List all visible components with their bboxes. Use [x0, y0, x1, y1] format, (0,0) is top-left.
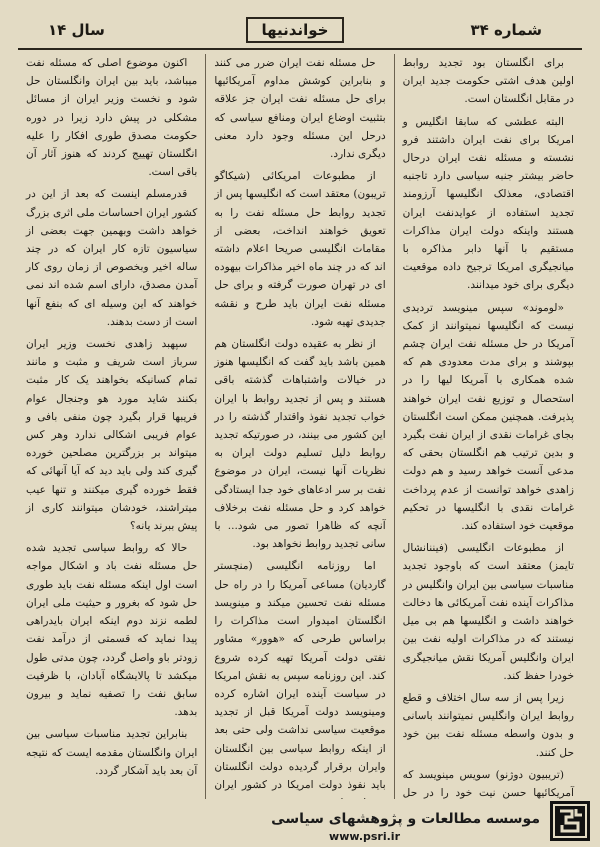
publication-title: خواندنیها: [246, 17, 345, 43]
paragraph: از مطبوعات امریکائی (شیکاگو تریبون) معتقد است که انگلیسها پس از تجدید روابط حل مسئله نفت را به تعویق خواهند انداخت، بعضی از مقامات انگلیسی صریحا اعلام داشته اند که در چند ماه اخیر مذاکرات بیهوده ای در تهران صورت گرفته و برای حل مسئله نفت ایران باید طرح و نقشه جدیدی تهیه شود.: [214, 170, 386, 328]
paragraph: برای انگلستان بود تجدید روابط اولین هدف اشتی حکومت جدید ایران در مقابل انگلستان است.: [402, 57, 574, 106]
paragraph: (تریبیون دوژنو) سویس مینویسد که آمریکائیها حسن نیت خود را در حل: [402, 768, 574, 799]
year-label: سال ۱۴: [48, 21, 105, 39]
column-right: [395, 54, 582, 799]
paragraph: حل مسئله نفت ایران ضرر می کنند و بنابراین کوشش مداوم آمریکائیها برای حل مسئله نفت ایران جز علاقه بتثبیت اوضاع ایران ومنافع سیاسی که درحل این مسئله وجود دارد معنی دیگری ندارد.: [214, 57, 386, 161]
psri-logo-icon: [550, 801, 590, 841]
paragraph: «لوموند» سپس مینویسد تردیدی نیست که انگلیسها نمیتوانند از کمک آمریکا در حل مسئله نفت ایران چشم بپوشند و برای مدت معدودی هم که شده همکاری با آمریکا لیها را در استحصال و توزیع نفت ایران خواهند پذیرفت. همچنین ممکن است انگلستان بجای غرامات نقدی از ایران نفت بگیرد و بدین ترتیب هم انگلستان بحقی که مدعی آنست خواهد رسید و هم دولت زاهدی خواهد توانست از عدم پرداخت غرامات نقدی با انگلیسها در تحکیم موقعیت خود استفاده کند.: [402, 301, 574, 533]
paragraph: اما روزنامه انگلیسی (منچستر گاردیان) مساعی آمریکا را در راه حل مسئله نفت تحسین میکند و مینویسد انگلستان امیدوار است مذاکرات را براساس طرحی که «هوور» مشاور نفتی دولت آمریکا تهیه کرده شروع کند. این روزنامه سپس به نقش امریکا در سیاست آینده ایران اشاره کرده ومینویسد دولت آمریکا قبل از تجدید موقعیت سیاسی نداشت ولی حتی بعد از اینکه روابط سیاسی بین انگلستان وایران برقرار گردیده دولت انگلستان باید نفوذ دولت امریکا در کشور ایران: [214, 560, 386, 791]
paragraph: حالا که روابط سیاسی تجدید شده حل مسئله نفت باد و اشکال مواجه است اول اینکه مسئله نفت باید طوری حل شود که بغرور و حیثیت ملی ایران لطمه نزند دوم اینکه ایران بایدراهی پیدا نماید که قسمتی از درآمد نفت زودتر باو واصل گردد، چون مدتی طول میکشد تا پالایشگاه آبادان، با ظرفیت سابق نفت را تصفیه نماید و بیرون بدهد.: [26, 542, 198, 719]
paragraph: اکنون موضوع اصلی که مسئله نفت میباشد، باید بین ایران وانگلستان حل شود و نخست وزیر ایران از مسائل مشکلی در پیش دارد زیرا در دوره حکومت مصدق طوری افکار را علیه انگلستان تهییج کردند که هنوز آثار آن باقی است.: [26, 57, 198, 179]
column-middle: [206, 54, 394, 799]
institute-name: موسسه مطالعات و پژوهشهای سیاسی: [271, 811, 540, 827]
column-left: [18, 54, 206, 799]
paragraph: از مطبوعات انگلیسی (فیننانشال تایمز) معتقد است که باوجود تجدید مناسبات سیاسی بین ایران وانگلیس در مذاکرات آینده نفت آمریکائی ها دخالت خواهند داشت و انگلیسها هم بی میل نیستند که در مذاکرات اولیه نفت بین ایران وانگلیس آمریکا نقش میانجیگری خودرا حفظ کند.: [402, 542, 574, 682]
page-header: [18, 12, 582, 50]
issue-number: شماره ۳۴: [470, 21, 542, 39]
paragraph: البته عطشی که سابقا انگلیس و امریکا برای نفت ایران داشتند فرو نشسته و مسئله نفت ایران درحال حاضر بیشتر جنبه سیاسی دارد تاجنبه اقتصادی، معذلک انگلیسها آرزومند تجدید استفاده از عوایدنفت ایران هستند واینکه دولت ایران مذاکرات مستقیم با آنها دابر مذاکره با میانجیگری امریکا ترجیح داده موقعیت دیگری برای خود میدانند.: [402, 115, 574, 292]
watermark-footer: [0, 803, 600, 847]
article-columns: [18, 54, 582, 799]
paragraph: سپهبد زاهدی نخست وزیر ایران سرباز است شریف و مثبت و مانند تمام کسانیکه بخواهند یک کار مثبت بکنند شاید مورد هو وجنجال عوام فریبها قرار بگیرد چون منفی بافی و عوام فریبی اشکالی ندارد وهر کس میتواند بر بزرگترین مصلحین خورده گیری کند ولی باید دید که آیا آنهائی که فقط خورده گیری میکنند و تنها عیب میتراشند، خودشان میتوانند کاری از پیش ببرند یانه؟: [26, 338, 198, 533]
institute-url: www.psri.ir: [329, 830, 400, 843]
paragraph: زیرا پس از سه سال اختلاف و قطع روابط ایران وانگلیس نمیتوانند باسانی و بدون واسطه مسئله نفت بین خود حل کنند.: [402, 691, 574, 759]
paragraph: بنابراین تجدید مناسبات سیاسی بین ایران وانگلستان مقدمه ایست که نتیجه آن بعد باید آشکار گردد.: [26, 728, 198, 777]
paragraph: از نظر به عقیده دولت انگلستان هم همین باشد باید گفت که انگلیسها هنوز در خیالات واشتباهات گذشته باقی هستند و پس از تجدید روابط با ایران خواب تجدید نفوذ واقتدار گذشته را در این کشور می بینند، در صورتیکه تجدید روابط دلیل تسلیم دولت ایران به نظریات آنها نیست، ایران در موضوع نفت بر سر ادعاهای خود جدا ایستادگی خواهد کرد و حل مسئله نفت برخلاف آنچه که ظاهرا تصور می شود... با سانی تجدید روابط نخواهد بود.: [214, 338, 386, 551]
paragraph: قدرمسلم اینست که بعد از این در کشور ایران احساسات ملی اثری بزرگ خواهد داشت وبهمین جهت بعضی از سیاسیون تازه کار ایران که در چند ساله اخیر وبخصوص از زمان روی کار آمدن مصدق، دارای اسم شده اند نمی خواهند که این وسیله ای که بنفع آنها است از دست بدهند.: [26, 188, 198, 328]
